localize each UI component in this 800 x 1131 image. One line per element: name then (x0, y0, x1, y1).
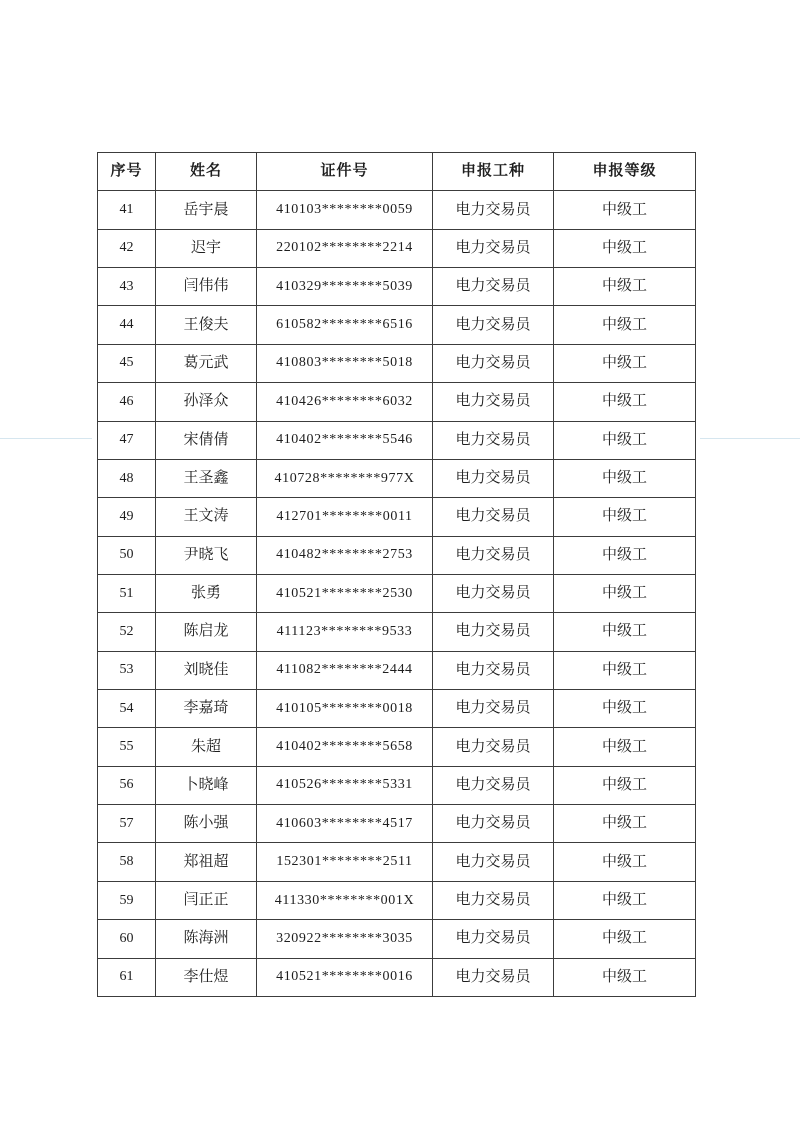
cell-job: 电力交易员 (433, 958, 554, 996)
cell-id: 411330********001X (257, 881, 433, 919)
cell-id: 152301********2511 (257, 843, 433, 881)
cell-no: 61 (98, 958, 156, 996)
cell-no: 57 (98, 805, 156, 843)
table-row (98, 766, 696, 804)
cell-job: 电力交易员 (433, 536, 554, 574)
table-row (98, 881, 696, 919)
cell-level: 中级工 (554, 766, 696, 804)
cell-name: 葛元武 (156, 344, 257, 382)
cell-name: 陈小强 (156, 805, 257, 843)
cell-name: 刘晓佳 (156, 651, 257, 689)
cell-job: 电力交易员 (433, 728, 554, 766)
cell-level: 中级工 (554, 306, 696, 344)
cell-job: 电力交易员 (433, 383, 554, 421)
cell-name: 闫正正 (156, 881, 257, 919)
cell-name: 郑祖超 (156, 843, 257, 881)
cell-no: 55 (98, 728, 156, 766)
table-row (98, 843, 696, 881)
cell-name: 卜晓峰 (156, 766, 257, 804)
table-row (98, 498, 696, 536)
cell-level: 中级工 (554, 881, 696, 919)
cell-name: 张勇 (156, 574, 257, 612)
cell-name: 王俊夫 (156, 306, 257, 344)
cell-id: 410402********5546 (257, 421, 433, 459)
cell-level: 中级工 (554, 191, 696, 229)
cell-id: 610582********6516 (257, 306, 433, 344)
cell-id: 410103********0059 (257, 191, 433, 229)
table-row (98, 536, 696, 574)
cell-name: 陈启龙 (156, 613, 257, 651)
cell-no: 42 (98, 229, 156, 267)
cell-name: 宋倩倩 (156, 421, 257, 459)
cell-id: 410603********4517 (257, 805, 433, 843)
table-row (98, 344, 696, 382)
cell-name: 陈海洲 (156, 920, 257, 958)
cell-name: 尹晓飞 (156, 536, 257, 574)
cell-no: 49 (98, 498, 156, 536)
table-row (98, 191, 696, 229)
cell-job: 电力交易员 (433, 459, 554, 497)
cell-name: 朱超 (156, 728, 257, 766)
cell-level: 中级工 (554, 728, 696, 766)
table-row (98, 306, 696, 344)
cell-job: 电力交易员 (433, 421, 554, 459)
cell-no: 54 (98, 690, 156, 728)
header-no: 序号 (98, 153, 156, 191)
cell-level: 中级工 (554, 383, 696, 421)
cell-id: 410521********0016 (257, 958, 433, 996)
table-row (98, 459, 696, 497)
cell-job: 电力交易员 (433, 344, 554, 382)
cell-job: 电力交易员 (433, 920, 554, 958)
table-row (98, 651, 696, 689)
cell-id: 411082********2444 (257, 651, 433, 689)
header-name: 姓名 (156, 153, 257, 191)
cell-name: 李嘉琦 (156, 690, 257, 728)
table-row (98, 690, 696, 728)
cell-id: 320922********3035 (257, 920, 433, 958)
cell-no: 47 (98, 421, 156, 459)
cell-id: 410105********0018 (257, 690, 433, 728)
cell-id: 410728********977X (257, 459, 433, 497)
cell-job: 电力交易员 (433, 613, 554, 651)
cell-name: 王圣鑫 (156, 459, 257, 497)
cell-level: 中级工 (554, 536, 696, 574)
cell-job: 电力交易员 (433, 229, 554, 267)
cell-no: 43 (98, 268, 156, 306)
scan-artifact-line (700, 438, 800, 439)
cell-name: 孙泽众 (156, 383, 257, 421)
cell-job: 电力交易员 (433, 690, 554, 728)
cell-job: 电力交易员 (433, 498, 554, 536)
table-row (98, 728, 696, 766)
cell-id: 410803********5018 (257, 344, 433, 382)
cell-name: 王文涛 (156, 498, 257, 536)
cell-id: 411123********9533 (257, 613, 433, 651)
cell-level: 中级工 (554, 613, 696, 651)
cell-no: 45 (98, 344, 156, 382)
cell-no: 44 (98, 306, 156, 344)
cell-no: 53 (98, 651, 156, 689)
table-row (98, 421, 696, 459)
cell-no: 58 (98, 843, 156, 881)
table-row (98, 383, 696, 421)
cell-job: 电力交易员 (433, 843, 554, 881)
cell-level: 中级工 (554, 268, 696, 306)
cell-no: 46 (98, 383, 156, 421)
cell-job: 电力交易员 (433, 306, 554, 344)
cell-no: 60 (98, 920, 156, 958)
cell-level: 中级工 (554, 805, 696, 843)
scan-artifact-line (0, 438, 92, 439)
header-level: 申报等级 (554, 153, 696, 191)
cell-name: 闫伟伟 (156, 268, 257, 306)
cell-level: 中级工 (554, 421, 696, 459)
cell-level: 中级工 (554, 920, 696, 958)
cell-id: 412701********0011 (257, 498, 433, 536)
cell-name: 迟宇 (156, 229, 257, 267)
cell-job: 电力交易员 (433, 766, 554, 804)
cell-id: 410482********2753 (257, 536, 433, 574)
cell-name: 李仕煜 (156, 958, 257, 996)
cell-level: 中级工 (554, 690, 696, 728)
cell-level: 中级工 (554, 958, 696, 996)
cell-level: 中级工 (554, 459, 696, 497)
cell-level: 中级工 (554, 344, 696, 382)
cell-no: 50 (98, 536, 156, 574)
cell-id: 410521********2530 (257, 574, 433, 612)
table-row (98, 229, 696, 267)
header-job: 申报工种 (433, 153, 554, 191)
table-row (98, 613, 696, 651)
table-row (98, 805, 696, 843)
table-header-row (98, 153, 696, 191)
cell-job: 电力交易员 (433, 191, 554, 229)
cell-id: 410402********5658 (257, 728, 433, 766)
cell-job: 电力交易员 (433, 881, 554, 919)
cell-job: 电力交易员 (433, 268, 554, 306)
cell-level: 中级工 (554, 651, 696, 689)
table-row (98, 958, 696, 996)
applicant-table (97, 152, 696, 997)
table-row (98, 920, 696, 958)
cell-name: 岳宇晨 (156, 191, 257, 229)
cell-id: 220102********2214 (257, 229, 433, 267)
cell-no: 52 (98, 613, 156, 651)
cell-id: 410329********5039 (257, 268, 433, 306)
cell-level: 中级工 (554, 498, 696, 536)
cell-no: 51 (98, 574, 156, 612)
cell-level: 中级工 (554, 843, 696, 881)
cell-level: 中级工 (554, 574, 696, 612)
cell-level: 中级工 (554, 229, 696, 267)
header-id: 证件号 (257, 153, 433, 191)
cell-no: 56 (98, 766, 156, 804)
cell-id: 410526********5331 (257, 766, 433, 804)
cell-no: 59 (98, 881, 156, 919)
cell-no: 41 (98, 191, 156, 229)
cell-job: 电力交易员 (433, 651, 554, 689)
cell-no: 48 (98, 459, 156, 497)
cell-job: 电力交易员 (433, 805, 554, 843)
cell-job: 电力交易员 (433, 574, 554, 612)
table-row (98, 574, 696, 612)
cell-id: 410426********6032 (257, 383, 433, 421)
table-row (98, 268, 696, 306)
